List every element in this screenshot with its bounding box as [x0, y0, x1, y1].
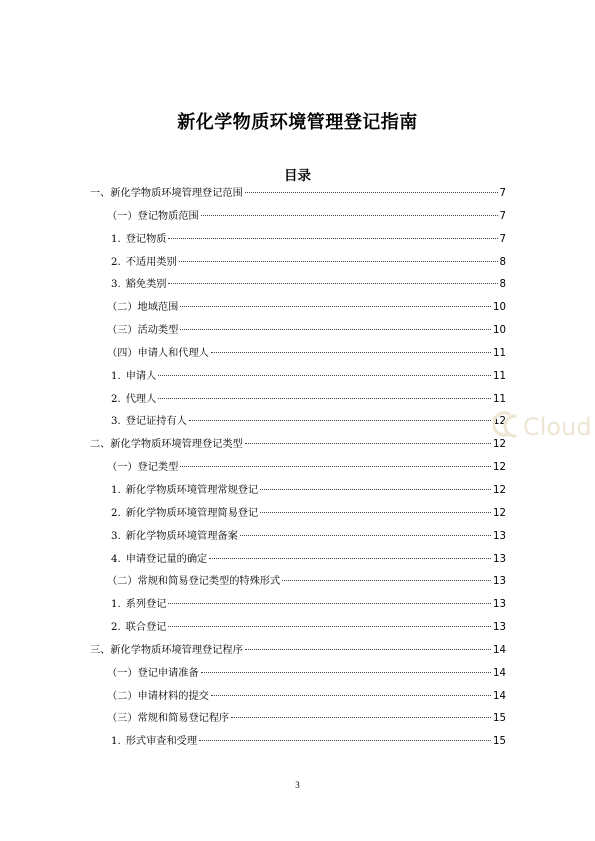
toc-dot-leader	[260, 512, 491, 513]
toc-entry-title: 系列登记	[125, 599, 167, 611]
toc-entry-number: 1.	[111, 736, 121, 748]
cloud-watermark-logo	[493, 404, 595, 450]
toc-entry[interactable]	[90, 574, 506, 597]
toc-entry[interactable]	[90, 506, 506, 529]
toc-entry-number: 1.	[111, 484, 121, 496]
toc-entry-title: （二）常规和简易登记类型的特殊形式	[107, 576, 281, 588]
toc-entry[interactable]	[90, 460, 506, 483]
toc-entry-title: 新化学物质环境管理备案	[125, 530, 238, 542]
toc-entry-page: 13	[493, 530, 506, 542]
toc-dot-leader	[231, 717, 491, 718]
toc-entry-number: 1.	[111, 233, 121, 245]
toc-entry-title: 登记证持有人	[125, 416, 187, 428]
toc-dot-leader	[209, 558, 491, 559]
toc-entry-title: 不适用类别	[125, 256, 177, 268]
toc-entry[interactable]	[90, 711, 506, 734]
toc-entry-page: 7	[499, 233, 506, 245]
toc-entry[interactable]	[90, 597, 506, 620]
toc-dot-leader	[201, 215, 498, 216]
toc-entry-page: 13	[493, 599, 506, 611]
toc-dot-leader	[158, 375, 491, 376]
toc-entry-number: 2.	[111, 393, 121, 405]
toc-dot-leader	[168, 603, 491, 604]
toc-dot-leader	[245, 649, 491, 650]
toc-entry-page: 15	[493, 736, 506, 748]
toc-dot-leader	[199, 740, 491, 741]
toc-entry-page: 12	[493, 507, 506, 519]
toc-entry-title: 申请登记量的确定	[125, 553, 208, 565]
toc-entry[interactable]	[90, 414, 506, 437]
toc-entry-page: 7	[499, 210, 506, 222]
toc-entry-title: （三）活动类型	[107, 325, 179, 337]
toc-entry-page: 15	[493, 713, 506, 725]
toc-entry-page: 10	[493, 302, 506, 314]
toc-entry[interactable]	[90, 643, 506, 666]
toc-entry-number: 2.	[111, 622, 121, 634]
toc-entry-page: 13	[493, 576, 506, 588]
toc-entry-title: （二）申请材料的提交	[107, 690, 209, 702]
toc-dot-leader	[158, 398, 491, 399]
toc-dot-leader	[168, 283, 497, 284]
toc-entry-page: 10	[493, 325, 506, 337]
toc-dot-leader	[260, 489, 491, 490]
toc-entry-page: 13	[493, 553, 506, 565]
toc-entry[interactable]	[90, 734, 506, 757]
toc-entry-page: 14	[493, 690, 506, 702]
toc-entry-title: 新化学物质环境管理常规登记	[125, 484, 259, 496]
toc-entry-title: 豁免类别	[125, 279, 167, 291]
toc-entry-title: （一）登记申请准备	[107, 667, 199, 679]
toc-dot-leader	[168, 238, 497, 239]
watermark-text: Cloud	[523, 413, 592, 441]
toc-entry-title: 一、新化学物质环境管理登记范围	[90, 188, 243, 199]
toc-entry[interactable]	[90, 437, 506, 460]
toc-entry-page: 13	[493, 622, 506, 634]
toc-entry-title: （四）申请人和代理人	[107, 347, 209, 359]
toc-dot-leader	[245, 192, 498, 193]
toc-entry-page: 8	[499, 256, 506, 268]
toc-entry-page: 12	[493, 484, 506, 496]
toc-entry[interactable]	[90, 209, 506, 232]
toc-entry-number: 3.	[111, 530, 121, 542]
table-of-contents	[90, 186, 506, 757]
toc-entry[interactable]	[90, 552, 506, 575]
toc-entry-number: 1.	[111, 370, 121, 382]
toc-entry[interactable]	[90, 392, 506, 415]
toc-entry[interactable]	[90, 483, 506, 506]
toc-dot-leader	[211, 695, 491, 696]
toc-entry-number: 4.	[111, 553, 121, 565]
toc-entry-title: 代理人	[125, 393, 157, 405]
toc-entry-title: 联合登记	[125, 622, 167, 634]
toc-entry[interactable]	[90, 300, 506, 323]
toc-entry[interactable]	[90, 323, 506, 346]
toc-heading: 目录	[284, 168, 311, 184]
page-number: 3	[295, 780, 300, 790]
toc-entry[interactable]	[90, 369, 506, 392]
toc-entry-number: 1.	[111, 599, 121, 611]
toc-dot-leader	[180, 466, 491, 467]
toc-entry-title: 新化学物质环境管理简易登记	[125, 507, 259, 519]
toc-entry-page: 14	[493, 667, 506, 679]
toc-entry-page: 14	[493, 644, 506, 656]
toc-entry-number: 3.	[111, 279, 121, 291]
toc-entry[interactable]	[90, 529, 506, 552]
toc-entry-page: 11	[493, 370, 506, 382]
toc-entry[interactable]	[90, 689, 506, 712]
document-title: 新化学物质环境管理登记指南	[177, 112, 418, 133]
toc-dot-leader	[180, 306, 491, 307]
toc-entry[interactable]	[90, 186, 506, 209]
toc-dot-leader	[240, 535, 491, 536]
toc-entry-page: 12	[493, 439, 506, 451]
toc-entry-title: 二、新化学物质环境管理登记类型	[90, 439, 243, 451]
toc-entry[interactable]	[90, 255, 506, 278]
toc-dot-leader	[179, 261, 498, 262]
toc-dot-leader	[189, 420, 491, 421]
toc-entry-title: （一）登记类型	[107, 462, 179, 474]
toc-entry-title: 登记物质	[125, 233, 167, 245]
toc-entry[interactable]	[90, 620, 506, 643]
toc-entry-page: 8	[499, 279, 506, 291]
toc-entry-page: 11	[493, 393, 506, 405]
toc-entry-title: 申请人	[125, 370, 157, 382]
toc-entry[interactable]	[90, 346, 506, 369]
toc-dot-leader	[201, 672, 491, 673]
toc-entry-title: （三）常规和简易登记程序	[107, 713, 230, 725]
toc-dot-leader	[168, 626, 491, 627]
toc-dot-leader	[180, 329, 491, 330]
toc-entry-number: 3.	[111, 416, 121, 428]
toc-entry-title: （二）地域范围	[107, 302, 179, 314]
toc-entry-page: 11	[493, 347, 506, 359]
toc-entry-title: 三、新化学物质环境管理登记程序	[90, 644, 243, 656]
toc-entry-page: 12	[493, 462, 506, 474]
toc-entry-number: 2.	[111, 507, 121, 519]
toc-entry-title: 形式审查和受理	[125, 736, 198, 748]
toc-entry-page: 12	[493, 416, 506, 428]
toc-entry-number: 2.	[111, 256, 121, 268]
toc-entry-title: （一）登记物质范围	[107, 210, 199, 222]
toc-dot-leader	[211, 352, 491, 353]
toc-dot-leader	[245, 443, 491, 444]
toc-entry[interactable]	[90, 277, 506, 300]
toc-dot-leader	[282, 580, 491, 581]
toc-entry-page: 7	[499, 188, 506, 199]
toc-entry[interactable]	[90, 666, 506, 689]
toc-entry[interactable]	[90, 232, 506, 255]
